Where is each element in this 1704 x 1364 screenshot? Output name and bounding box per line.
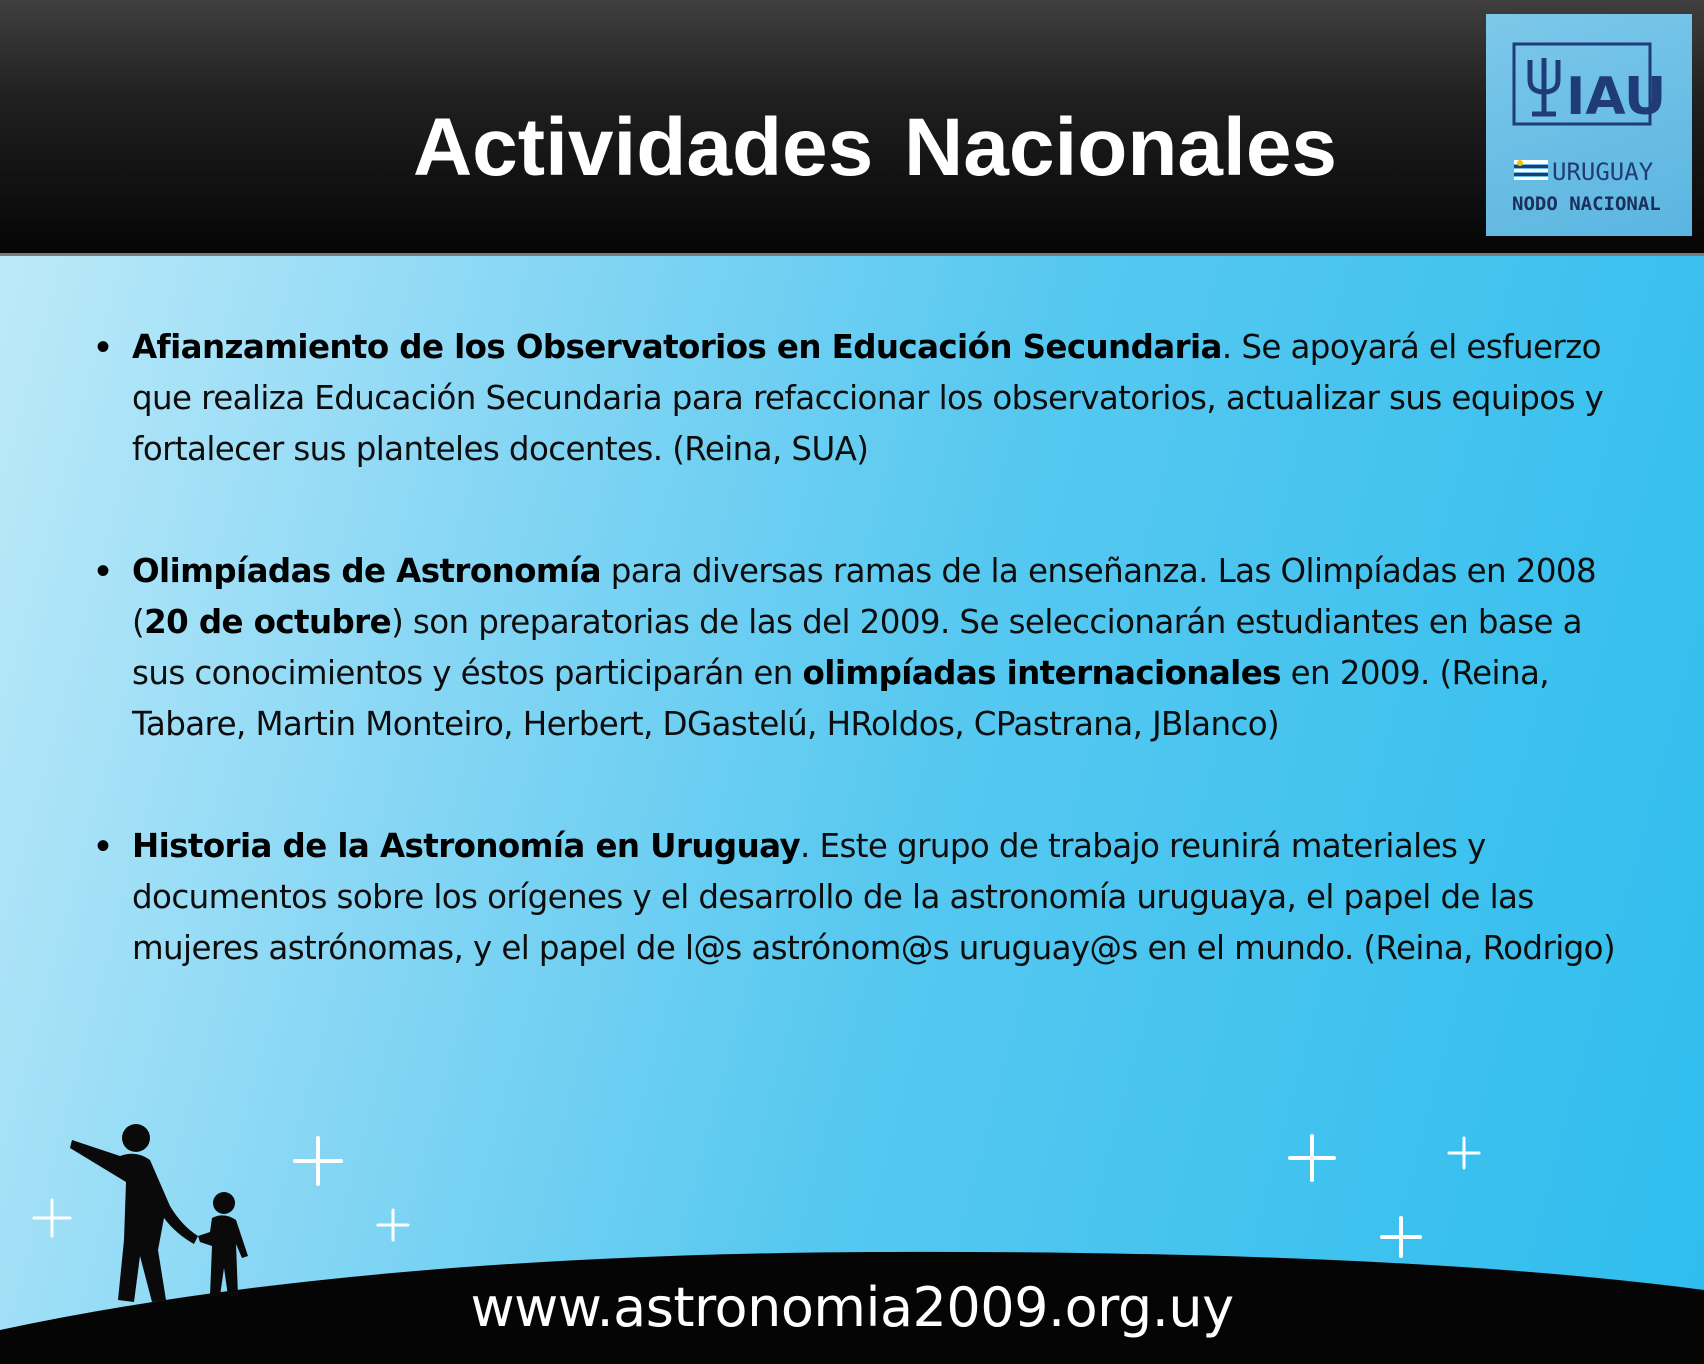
stars [34,1136,1479,1256]
bullet-icon: • [96,325,111,369]
item-body: . Se apoyará el esfuerzo que realiza Educación Secundaria para refaccionar los observatorios, actualizar sus equipos y fortalecer sus planteles docentes. (Reina, SUA) [132,328,1604,468]
logo-country: URUGUAY [1552,158,1654,186]
item-body: para diversas ramas de la enseñanza. Las Olimpíadas en 2008 ( [132,552,1597,641]
item-heading: Olimpíadas de Astronomía [132,552,601,590]
item-emphasis: olimpíadas internacionales [802,654,1281,692]
bullet-icon: • [96,549,111,593]
item-date: 20 de octubre [144,603,392,641]
star-icon [295,1138,341,1184]
item-heading: Afianzamiento de los Observatorios en Educación Secundaria [132,328,1222,366]
item-heading: Historia de la Astronomía en Uruguay [132,827,801,865]
star-icon [1290,1136,1334,1180]
item-body: en 2009. (Reina, Tabare, Martin Monteiro, Herbert, DGastelú, HRoldos, CPastrana, JBlanco) [132,654,1549,743]
logo-subtitle: NODO NACIONAL [1512,193,1661,215]
star-icon [1449,1138,1479,1168]
item-body: . Este grupo de trabajo reunirá materiales y documentos sobre los orígenes y el desarrollo de la astronomía uruguaya, el papel de las mujeres astrónomas, y el papel de l@s astrónom@s uruguay@s en el mundo. (Reina, Rodrigo) [132,827,1616,967]
star-icon [34,1200,70,1236]
slide-title: Actividades Nacionales [412,102,1338,193]
item-body: ) son preparatorias de las del 2009. Se seleccionarán estudiantes en base a sus conocimientos y éstos participarán en [132,603,1582,692]
star-icon [1382,1218,1420,1256]
website-url: www.astronomia2009.org.uy [470,1276,1234,1339]
star-icon [378,1210,408,1240]
logo-mark: IAU [1566,67,1667,127]
bullet-icon: • [96,824,111,868]
